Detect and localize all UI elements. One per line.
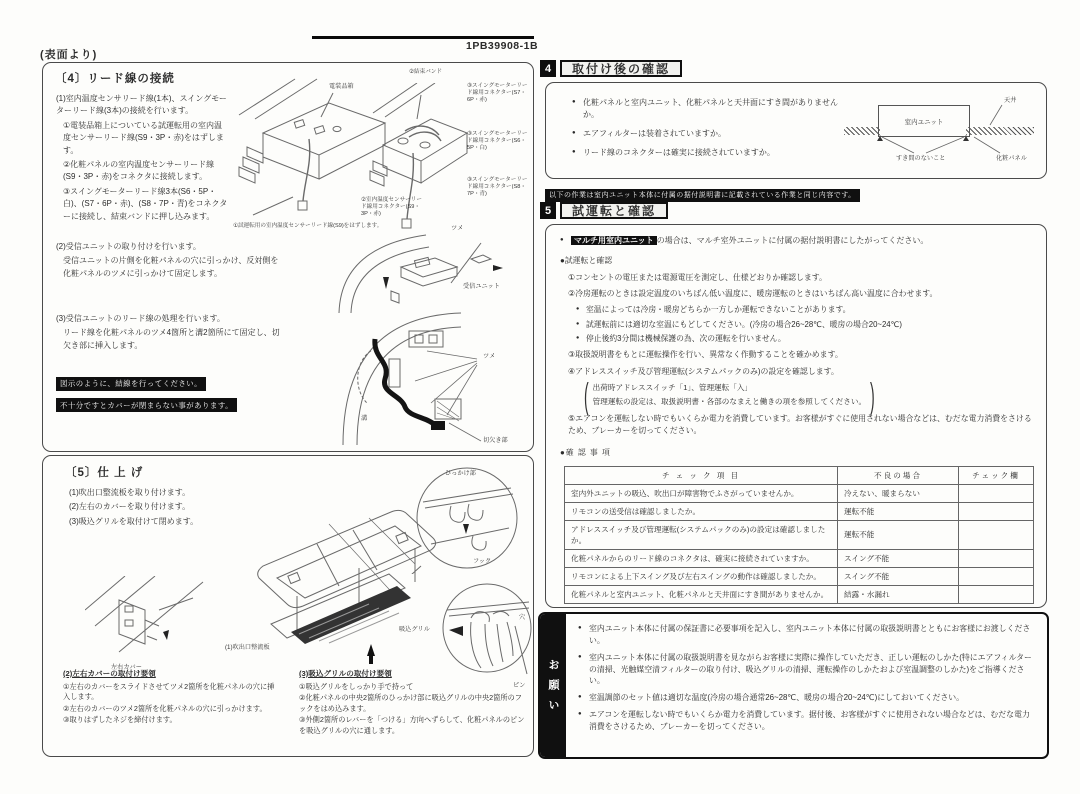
check-after-item: ● リード線のコネクターは確実に接続されていますか。 (572, 147, 842, 159)
cover-procedure (63, 668, 281, 727)
section4-number: 4 (540, 60, 556, 77)
ceiling-label: 天井 (1004, 97, 1017, 104)
cover-drawing (85, 576, 235, 662)
cover-proc-heading: (2)左右カバーの取付け要領 (63, 669, 156, 678)
diagram1-caption: ①試運転用の室内温度センサーリード線(S9)をはずします。 (233, 223, 383, 229)
trial-item3: ③取扱説明書をもとに運転操作を行い、異常なく作動することを確かめます。 (568, 349, 843, 359)
lead-wire-step1-sub2: ②化粧パネルの室内温度センサーリード線(S9・3P・赤)をコネクタに接続します。 (63, 159, 215, 182)
request-box (538, 612, 1049, 759)
indoor-unit-label: 室内ユニット (904, 118, 944, 126)
finishing-step2: (2)左右のカバーを取り付けます。 (69, 502, 191, 512)
lead-wire-steps (56, 93, 228, 225)
section-finishing-box (42, 455, 534, 757)
table-row: リモコンの送受信は確認しましたか。 運転不能 (565, 502, 1034, 520)
table-row: アドレススイッチ及び管理運転(システムパックのみ)の設定は確認しましたか。 運転不能 (565, 520, 1034, 549)
table-row: リモコンによる上下スイング及び左右スイングの動作は確認しましたか。 スイング不能 (565, 567, 1034, 585)
grille-proc-heading: (3)吸込グリルの取付け要領 (299, 669, 392, 678)
finishing-step3: (3)吸込グリルを取付けて閉めます。 (69, 516, 199, 526)
finishing-step1: (1)吹出口整流板を取り付けます。 (69, 488, 191, 497)
check-after-item: ● 化粧パネルと室内ユニット、化粧パネルと天井面にすき間がありませんか。 (572, 97, 842, 121)
lead-wire-step1: (1)室内温度センサリード線(1本)、スイングモーターリード線(3本)の接続を行います。 (56, 94, 227, 116)
trial-run-content (560, 235, 1034, 604)
lead-wire-step1-sub3: ③スイングモーターリード線3本(S6・5P・白)、(S7・6P・赤)、(S8・7P・青)をコネクターに接続し、結束バンドに押し込みます。 (63, 186, 228, 221)
tsume-label-2: ツメ (483, 353, 496, 360)
request-item: ● エアコンを運転しない時でもいくらか電力を消費しています。据付後、お客様がすぐに使用されない場合などは、むだな電力消費をさけるため、ブレーカーを切ってください。 (578, 709, 1035, 733)
factory-setting-note: ( 出荷時アドレススイッチ「1」、管理運転「入」 (592, 383, 753, 393)
trial-run-box (545, 224, 1047, 608)
pin-label: ピン (513, 682, 526, 689)
wire-route-drawing (331, 303, 526, 448)
cover-label: 左右カバー (111, 664, 142, 671)
col-check-item: チ ェ ッ ク 項 目 (565, 466, 838, 484)
connector-drawing (369, 83, 469, 243)
grille-procedure (299, 668, 525, 737)
trial-item1: ①コンセントの電圧または電源電圧を測定し、仕様どおりか確認します。 (568, 272, 827, 282)
check-after-item: ● エアフィルターは装着されていますか。 (572, 128, 842, 140)
section5-header (540, 202, 668, 219)
request-item: ● 室内ユニット本体に付属の保証書に必要事項を記入し、室内ユニット本体に付属の取扱説明書とともにお客様にお渡しください。 (578, 623, 1035, 647)
lead-wire-title: 〔4〕リード線の接続 (55, 73, 175, 85)
lead-wire-step1-sub1: ①電装品箱上についている試運転用の室内温度センサーリード線(S9・3P・赤)をはずします。 (63, 120, 224, 155)
trial-item2-sub: ● 停止後約3分間は機械保護の為、次の運転を行いません。 (576, 333, 1034, 345)
tsume-label: ツメ (451, 225, 464, 232)
elec-box-label: 電装品箱 (329, 83, 354, 90)
connector-s6-label: ③スイングモーターリード線用コネクター(S6・5P・白) (467, 131, 528, 151)
section4-header (540, 60, 682, 77)
receiver-step2-sub: 受信ユニットの片側を化粧パネルの穴に引っかけ、反対側を化粧パネルのツメに引っかけて固定します。 (63, 256, 279, 278)
cover-proc-step1: ①左右のカバーをスライドさせてツメ2箇所を化粧パネルの穴に挿入します。 (63, 682, 275, 702)
kirikaki-label: 切欠き部 (483, 437, 508, 444)
check-after-list (572, 97, 842, 166)
request-body (566, 614, 1047, 757)
section5-number: 5 (540, 202, 556, 219)
plate-label: (1)吹出口整流板 (225, 644, 270, 651)
table-row: 化粧パネルと室内ユニット、化粧パネルと天井面にすき間がありませんか。 結露・水漏れ (565, 585, 1034, 603)
multi-unit-tag: マルチ用室内ユニット (571, 236, 657, 245)
trial-item2-sub: ● 室温によっては冷房・暖房どちらか一方しか運転できないことがあります。 (576, 304, 1034, 316)
table-row: 室内外ユニットの吸込、吹出口が障害物でふさがっていませんか。 冷えない、暖まらない (565, 484, 1034, 502)
check-table-header-row (565, 466, 1034, 484)
wire-routing-steps (56, 313, 286, 354)
sensor-connector-label: ②室内温度センサーリード線用コネクター(S9・3P・赤) (361, 197, 422, 217)
cover-diagram (85, 576, 235, 676)
panel-diagram (219, 504, 449, 666)
section4-title: 取付け後の確認 (560, 60, 682, 77)
table-row: 化粧パネルからのリード線のコネクタは、確実に接続されていますか。 スイング不能 (565, 549, 1034, 567)
wiring-diagram-right (361, 69, 529, 247)
no-gap-label: すき間のないこと (896, 155, 946, 162)
grille-proc-step2: ②化粧パネルの中央2箇所のひっかけ部に吸込グリルの中央2箇所のフックをはめ込みます。 (299, 693, 522, 713)
check-table (564, 466, 1034, 604)
wire-step3: (3)受信ユニットのリード線の処理を行います。 (56, 314, 225, 323)
hole-label: 穴 (519, 614, 526, 621)
request-item: ● 室温調節のセット値は適切な温度(冷房の場合通常26~28℃、暖房の場合20~24℃)にしておいてください。 (578, 692, 1035, 704)
grille-proc-step3: ③外側2箇所のレバーを「つける」方向へずらして、化粧パネルのピンを吸込グリルの穴に通します。 (299, 715, 525, 735)
grille-label: 吸込グリル (399, 626, 430, 633)
wiring-warning (56, 373, 306, 416)
request-side-label: お願い (540, 614, 566, 757)
warning-line-1: 図示のように、結線を行ってください。 (56, 377, 206, 391)
connector-s8-label: ③スイングモーターリード線用コネクター(S8・7P・青) (467, 177, 528, 197)
grille-proc-step1: ①吸込グリルをしっかり手で持って (299, 682, 414, 691)
section-lead-wire-box (42, 62, 534, 452)
page-side-note: (表面より) (40, 49, 98, 61)
hook-base-label: ひっかけ部 (445, 470, 476, 477)
cover-proc-step2: ②左右のカバーのツメ2箇所を化粧パネルの穴に引っかけます。 (63, 703, 267, 713)
band-label: ②結束バンド (409, 69, 442, 75)
receiver-unit-label: 受信ユニット (463, 283, 500, 290)
ceiling-gap-diagram (844, 95, 1039, 169)
trial-item5: ⑤エアコンを運転しない時でもいくらか電力を消費しています。お客様がすぐに使用されない場合などは、むだな電力消費をさけるため、ブレーカーを切ってください。 (568, 413, 1032, 436)
trial-subhead: ●試運転と確認 (560, 256, 613, 265)
panel-label: 化粧パネル (996, 155, 1027, 162)
request-item: ● 室内ユニット本体に付属の取扱説明書を見ながらお客様に実際に操作していただき、正しい運転のしかた(特にエアフィルターの清掃、光触媒空清フィルターの取り付け、吸込グリルの清掃、運転操作のしかたおよび室温調整のしかた)をご指導ください。 (578, 652, 1035, 688)
warning-line-2: 不十分ですとカバーが閉まらない事があります。 (56, 398, 237, 412)
check-after-box (545, 82, 1047, 179)
trial-item2: ②冷房運転のときは設定温度のいちばん低い温度に、暖房運転のときはいちばん高い温度に合わせます。 (568, 289, 938, 299)
setting-reference-note: 管理運転の設定は、取扱説明書・各部のなまえと働きの項を参照してください。 (592, 396, 867, 406)
receiver-step2: (2)受信ユニットの取り付けを行います。 (56, 242, 201, 251)
mizo-label: 溝 (361, 415, 368, 422)
panel-drawing (219, 504, 449, 666)
hook-label: フック (473, 558, 492, 565)
multi-unit-note: ● マルチ用室内ユニット の場合は、マルチ室外ユニットに付属の据付説明書にしたがってください。 (560, 235, 1034, 247)
wire-route-diagram (331, 303, 526, 448)
notice-bar: 以下の作業は室内ユニット本体に付属の据付説明書に記載されている作業と同じ内容です。 (545, 189, 860, 202)
receiver-mount-steps (56, 241, 286, 282)
trial-item4-notes (584, 381, 1014, 408)
trial-item4: ④アドレススイッチ及び管理運転(システムパックのみ)の設定を確認します。 (568, 366, 839, 376)
finishing-title: 〔5〕仕 上 げ (65, 467, 144, 479)
scan-artifact (312, 36, 534, 39)
cover-proc-step3: ③取りはずしたネジを締付けます。 (63, 715, 177, 725)
section5-title: 試運転と確認 (560, 202, 668, 219)
col-checkbox: チェック欄 (959, 466, 1034, 484)
connector-s7-label: ③スイングモーターリード線用コネクター(S7・6P・赤) (467, 83, 528, 103)
col-fault: 不良の場合 (838, 466, 959, 484)
trial-item2-sub: ● 試運転前には適切な室温にもどしてください。(冷房の場合26~28℃、暖房の場合20~24℃) (576, 319, 1034, 331)
wire-step3-sub: リード線を化粧パネルのツメ4箇所と溝2箇所にて固定し、切欠き部に挿入します。 (63, 328, 280, 350)
check-list-subhead: ●確 認 事 項 (560, 447, 611, 457)
document-number: 1PB39908-1B (466, 40, 539, 52)
